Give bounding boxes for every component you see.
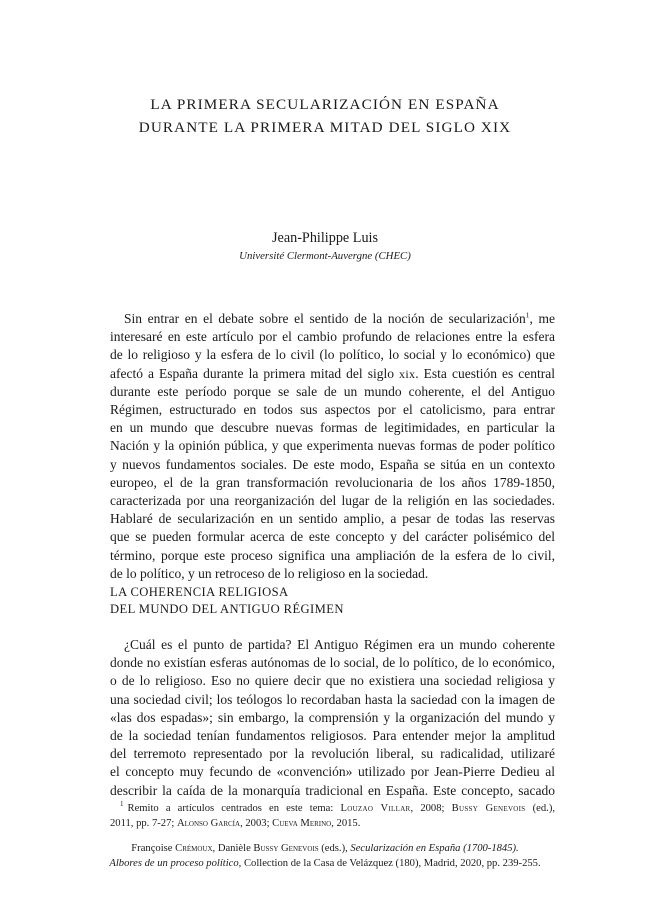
intro-paragraph [110, 310, 555, 583]
footnote-reference[interactable]: 1 [525, 310, 530, 320]
section-paragraph [110, 636, 555, 800]
text-line: Nación y la opinión pública, y que experimenta nuevas formas de poder político [110, 438, 555, 454]
text-line: término, porque este proceso significa una ampliación de la esfera de lo civil, [110, 547, 555, 563]
text-segment: , me [529, 311, 555, 326]
text-line: «las dos espadas»; sin embargo, la comprensión y la organización del mundo y [110, 709, 555, 725]
text-line: el concepto muy fecundo de «convención» utilizado por Jean-Pierre Dedieu al [110, 764, 555, 780]
author-name: Jean-Philippe Luis [272, 230, 378, 246]
author-smallcaps: Cueva Merino [272, 818, 332, 829]
text-segment: , 2015. [331, 818, 361, 829]
text-line: describir la caída de la monarquía tradicional en España. Este concepto, sacado [110, 782, 555, 798]
text-line: una sociedad civil; los teólogos lo recordaban hasta la saciedad con la imagen de [110, 691, 555, 707]
author-affiliation: Université Clermont-Auvergne (CHEC) [239, 250, 411, 262]
text-line: de lo político, y un retroceso de lo religioso en la sociedad. [110, 565, 429, 581]
section-heading-line-1: LA COHERENCIA RELIGIOSA [110, 585, 289, 599]
footnote-line [110, 801, 555, 816]
text-line: que se pueden formular acerca de este concepto y del carácter polisémico del [110, 529, 555, 545]
text-line: europeo, el de la gran transformación revolucionaria de los años 1789-1850, [110, 474, 555, 490]
citation-line [0, 841, 650, 856]
text-segment: . Esta cuestión es central [415, 365, 556, 381]
text-segment: Sin entrar en el debate sobre el sentido de la noción de secularización [124, 311, 526, 326]
book-title: Secularización en España (1700-1845). [350, 843, 519, 854]
century-numeral: xix [399, 366, 416, 381]
text-line: Hablaré de secularización en un sentido amplio, a pesar de todas las reservas [110, 511, 555, 527]
text-segment: (eds.), [318, 843, 351, 854]
text-segment: (ed.), [525, 803, 555, 814]
text-segment: Remito a artículos centrados en este tema: [127, 803, 341, 814]
text-line: del terremoto representado por la revolución liberal, su radicalidad, utilizaré [110, 746, 555, 762]
text-line [110, 310, 555, 328]
text-segment: Françoise [131, 843, 176, 854]
footnote-number: 1 [120, 800, 124, 809]
section-heading-line-2: DEL MUNDO DEL ANTIGUO RÉGIMEN [110, 602, 344, 616]
title-line-2: DURANTE LA PRIMERA MITAD DEL SIGLO XIX [138, 119, 512, 136]
text-line: durante este período porque se sale de un mundo coherente, el del Antiguo [110, 383, 555, 399]
section-heading [110, 584, 344, 618]
text-line: en un mundo que descubre nuevas formas de legitimidades, en particular la [110, 420, 555, 436]
footnote-line [110, 816, 555, 831]
editor-smallcaps: Bussy Genevois [253, 843, 319, 854]
text-segment: , Danièle [212, 843, 254, 854]
book-subtitle: Albores de un proceso político [109, 858, 239, 869]
text-segment: , 2008; [410, 803, 452, 814]
text-line [110, 365, 555, 383]
author-smallcaps: Bussy Genevois [451, 803, 526, 814]
publication-citation [0, 841, 650, 871]
text-segment: 2011, pp. 7-27; [110, 818, 177, 829]
text-segment: , Collection de la Casa de Velázquez (180), Madrid, 2020, pp. 239-255. [238, 858, 541, 869]
author-smallcaps: Alonso García [177, 818, 241, 829]
text-line: ¿Cuál es el punto de partida? El Antiguo Régimen era un mundo coherente [124, 637, 555, 652]
text-line: de la sociedad tenían fundamentos religiosos. Para entender mejor la amplitud [110, 728, 555, 744]
text-line: y nuevos fundamentos sociales. De este modo, España se sitúa en un contexto [110, 456, 555, 472]
citation-line [0, 856, 650, 871]
text-line: caracterizada por una reorganización del lugar de la religión en las sociedades. [110, 493, 555, 509]
footnote [110, 801, 555, 831]
text-line: Régimen, estructurado en todos sus aspectos por el catolicismo, para entrar [110, 402, 555, 418]
text-line: de lo religioso y la esfera de lo civil (lo político, lo social y lo económico) que [110, 347, 555, 363]
text-segment: afectó a España durante la primera mitad del siglo [110, 365, 400, 381]
text-line: interesaré en este artículo por el cambio profundo de relaciones entre la esfera [110, 329, 555, 345]
article-title [60, 93, 590, 139]
text-segment: , 2003; [240, 818, 273, 829]
editor-smallcaps: Crémoux [175, 843, 213, 854]
title-line-1: LA PRIMERA SECULARIZACIÓN EN ESPAÑA [150, 96, 500, 113]
author-smallcaps: Louzao Villar [340, 803, 411, 814]
text-line: donde no existían esferas autónomas de lo social, de lo político, de lo económico, [110, 655, 555, 671]
text-line: o de lo religioso. Eso no quiere decir que no existiera una sociedad religiosa y [110, 673, 555, 689]
